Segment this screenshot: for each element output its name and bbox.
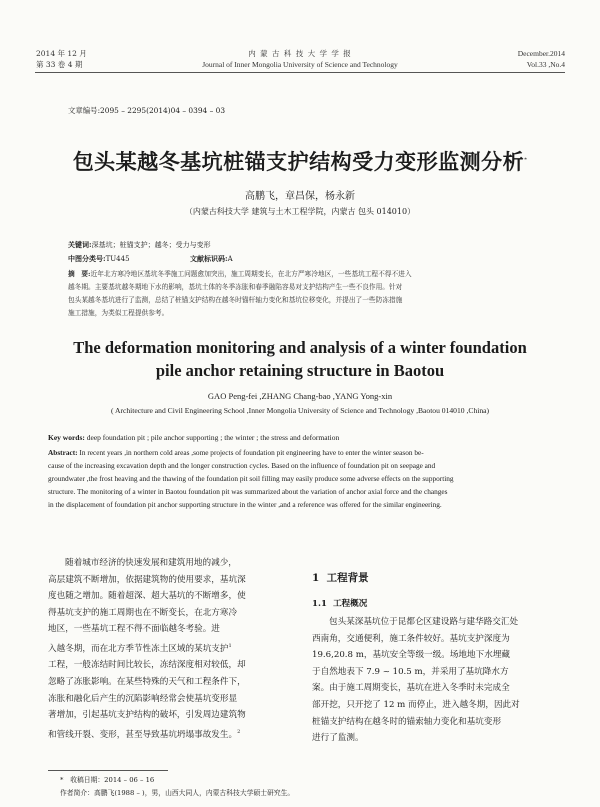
subsection-number: 1.1 — [312, 599, 327, 609]
abstract-en-line: cause of the increasing excavation depth and the longer construction cycles. Based on the influence of foundation pit on seepage and — [48, 461, 436, 470]
header-left — [36, 48, 87, 70]
keywords-en — [48, 432, 339, 444]
keywords-cn-text: 深基坑；桩锚支护；越冬；受力与变形 — [91, 241, 211, 249]
authors-cn: 高鹏飞，章昌保，杨永新 — [245, 191, 355, 202]
clc-value: TU445 — [105, 255, 130, 263]
abstract-en-line: groundwater ,the frost heaving and the thawing of the foundation pit soil filling may easily produce some adverse effects on the supporting — [48, 474, 454, 483]
body-line: 著增加，引起基坑支护结构的破坏，引发周边建筑物 — [48, 710, 246, 721]
body-line: 部开挖，只开挖了 12 m 而停止，进入越冬期，因此对 — [312, 699, 520, 710]
body-line: 忽略了冻胀影响。在某些特殊的天气和工程条件下， — [48, 677, 246, 688]
clc-label: 中图分类号: — [68, 254, 106, 263]
body-line: 西南角，交通便利，施工条件较好。基坑支护深度为 — [312, 633, 510, 644]
body-line: 随着城市经济的快速发展和建筑用地的减少， — [65, 558, 237, 568]
abstract-cn-line: 包头某越冬基坑进行了监测，总结了桩锚支护结构在越冬时锚杆轴力变化和基坑位移变化，并提出了一些防冻措施 — [68, 296, 403, 304]
body-line: 包头某深基坑位于昆都仑区建设路与建华路交汇处 — [329, 617, 519, 627]
citation-ref: 1 — [228, 642, 232, 649]
abstract-en — [48, 446, 558, 511]
section-heading-1 — [312, 570, 369, 585]
section-number: 1 — [312, 572, 320, 584]
abstract-cn-line: 近年北方寒冷地区基坑冬季施工问题愈加突出，施工周期变长，在北方严寒冷地区，一些基坑工程不得不进入 — [90, 270, 412, 278]
keywords-en-label: Key words: — [48, 433, 85, 442]
title-cn-text: 包头某越冬基坑桩锚支护结构受力变形监测分析 — [72, 149, 525, 174]
abstract-cn-line: 施工措施，为类似工程提供参考。 — [68, 309, 169, 317]
abstract-cn-label: 摘 要: — [68, 270, 91, 278]
body-right-column — [312, 614, 564, 747]
body-line: 入越冬期，而在北方季节性冻土区域的某坑支护 — [48, 643, 229, 654]
body-line: 案。由于施工周期变长，基坑在进入冬季时未完成全 — [312, 683, 510, 694]
paper-title-cn — [30, 146, 570, 176]
body-line: 度也随之增加。随着超深、超大基坑的不断增多，使 — [48, 591, 246, 602]
doc-code-value: A — [227, 255, 233, 263]
keywords-cn-label: 关键词: — [68, 240, 92, 249]
footnote-received: * 收稿日期：2014 – 06 – 16 — [60, 776, 155, 784]
article-number: 文章编号:2095 – 2295(2014)04 – 0394 – 03 — [68, 106, 226, 115]
body-line: 高层建筑不断增加，依据建筑物的使用要求，基坑深 — [48, 574, 246, 585]
keywords-cn — [68, 239, 211, 251]
journal-name-cn: 内 蒙 古 科 技 大 学 学 报 — [248, 49, 352, 58]
body-line: 19.6,20.8 m，基坑安全等级一级。场地地下水埋藏 — [312, 650, 510, 661]
abstract-en-label: Abstract: — [48, 448, 78, 457]
abstract-cn — [68, 268, 538, 320]
citation-ref: 2 — [237, 728, 241, 735]
header-date: 2014 年 12 月 — [36, 49, 87, 58]
affiliation-cn: （内蒙古科技大学 建筑与土木工程学院，内蒙古 包头 014010） — [184, 207, 416, 216]
header-right — [518, 48, 565, 70]
affiliation-en: ( Architecture and Civil Engineering School ,Inner Mongolia University of Science and Technology ,Baotou 014010 ,China) — [110, 406, 490, 415]
journal-name-en: Journal of Inner Mongolia University of Science and Technology — [202, 60, 398, 69]
footnote-author-info: 作者简介：高鹏飞(1988 – )，男，山西大同人，内蒙古科技大学硕士研究生。 — [60, 789, 295, 797]
subsection-title: 工程概况 — [332, 599, 368, 609]
body-line: 桩锚支护结构在越冬时的锚索轴力变化和基坑变形 — [312, 716, 502, 727]
body-line: 于自然地表下 7.9 ~ 10.5 m，并采用了基坑降水方 — [312, 666, 509, 677]
title-footnote-mark: * — [524, 157, 528, 163]
authors-en: GAO Peng-fei ,ZHANG Chang-bao ,YANG Yong-xin — [207, 391, 393, 401]
header-center — [140, 48, 460, 70]
header-month-en: December.2014 — [517, 49, 565, 58]
subsection-heading-1-1 — [312, 597, 367, 609]
header-rule — [35, 72, 565, 73]
section-title: 工程背景 — [326, 572, 369, 584]
body-line: 得基坑支护的施工周期也在不断变长，在北方寒冷 — [48, 607, 238, 618]
abstract-en-line: In recent years ,in northern cold areas ,some projects of foundation pit engineering have to enter the winter season be- — [79, 448, 424, 457]
abstract-en-line: structure. The monitoring of a winter in Baotou foundation pit was summarized about the variation of anchor axial force and the changes — [48, 487, 448, 496]
keywords-en-text: deep foundation pit ; pile anchor supporting ; the winter ; the stress and deformation — [86, 433, 340, 442]
body-left-column — [48, 555, 298, 743]
header-volume-en: Vol.33 ,No.4 — [526, 60, 565, 69]
doc-code — [190, 253, 233, 265]
body-line: 和管线开裂、变形，甚至导致基坑坍塌事故发生。 — [48, 729, 238, 740]
header-volume-cn: 第 33 卷 4 期 — [36, 60, 83, 69]
footnote-rule — [48, 770, 168, 771]
doc-code-label: 文献标识码: — [190, 254, 228, 263]
abstract-cn-line: 越冬期。主要基坑越冬期地下水的影响，基坑土体的冬季冻胀和春季融陷容易对支护结构产生一些不良作用。针对 — [68, 283, 403, 291]
paper-title-en: The deformation monitoring and analysis of a winter foundation pile anchor retaining structure in Baotou — [73, 338, 527, 380]
body-line: 工程，一般冻结时间比较长，冻结深度相对较低，却 — [48, 660, 246, 671]
abstract-en-line: in the displacement of foundation pit anchor supporting structure in the winter ,and a reference was offered for the similar engineering. — [48, 500, 442, 509]
body-line: 地区，一些基坑工程不得不面临越冬考验。进 — [48, 624, 220, 635]
body-line: 进行了监测。 — [312, 733, 364, 744]
clc-number — [68, 253, 130, 265]
body-line: 冻胀和融化后产生的沉陷影响经常会使基坑变形显 — [48, 693, 238, 704]
